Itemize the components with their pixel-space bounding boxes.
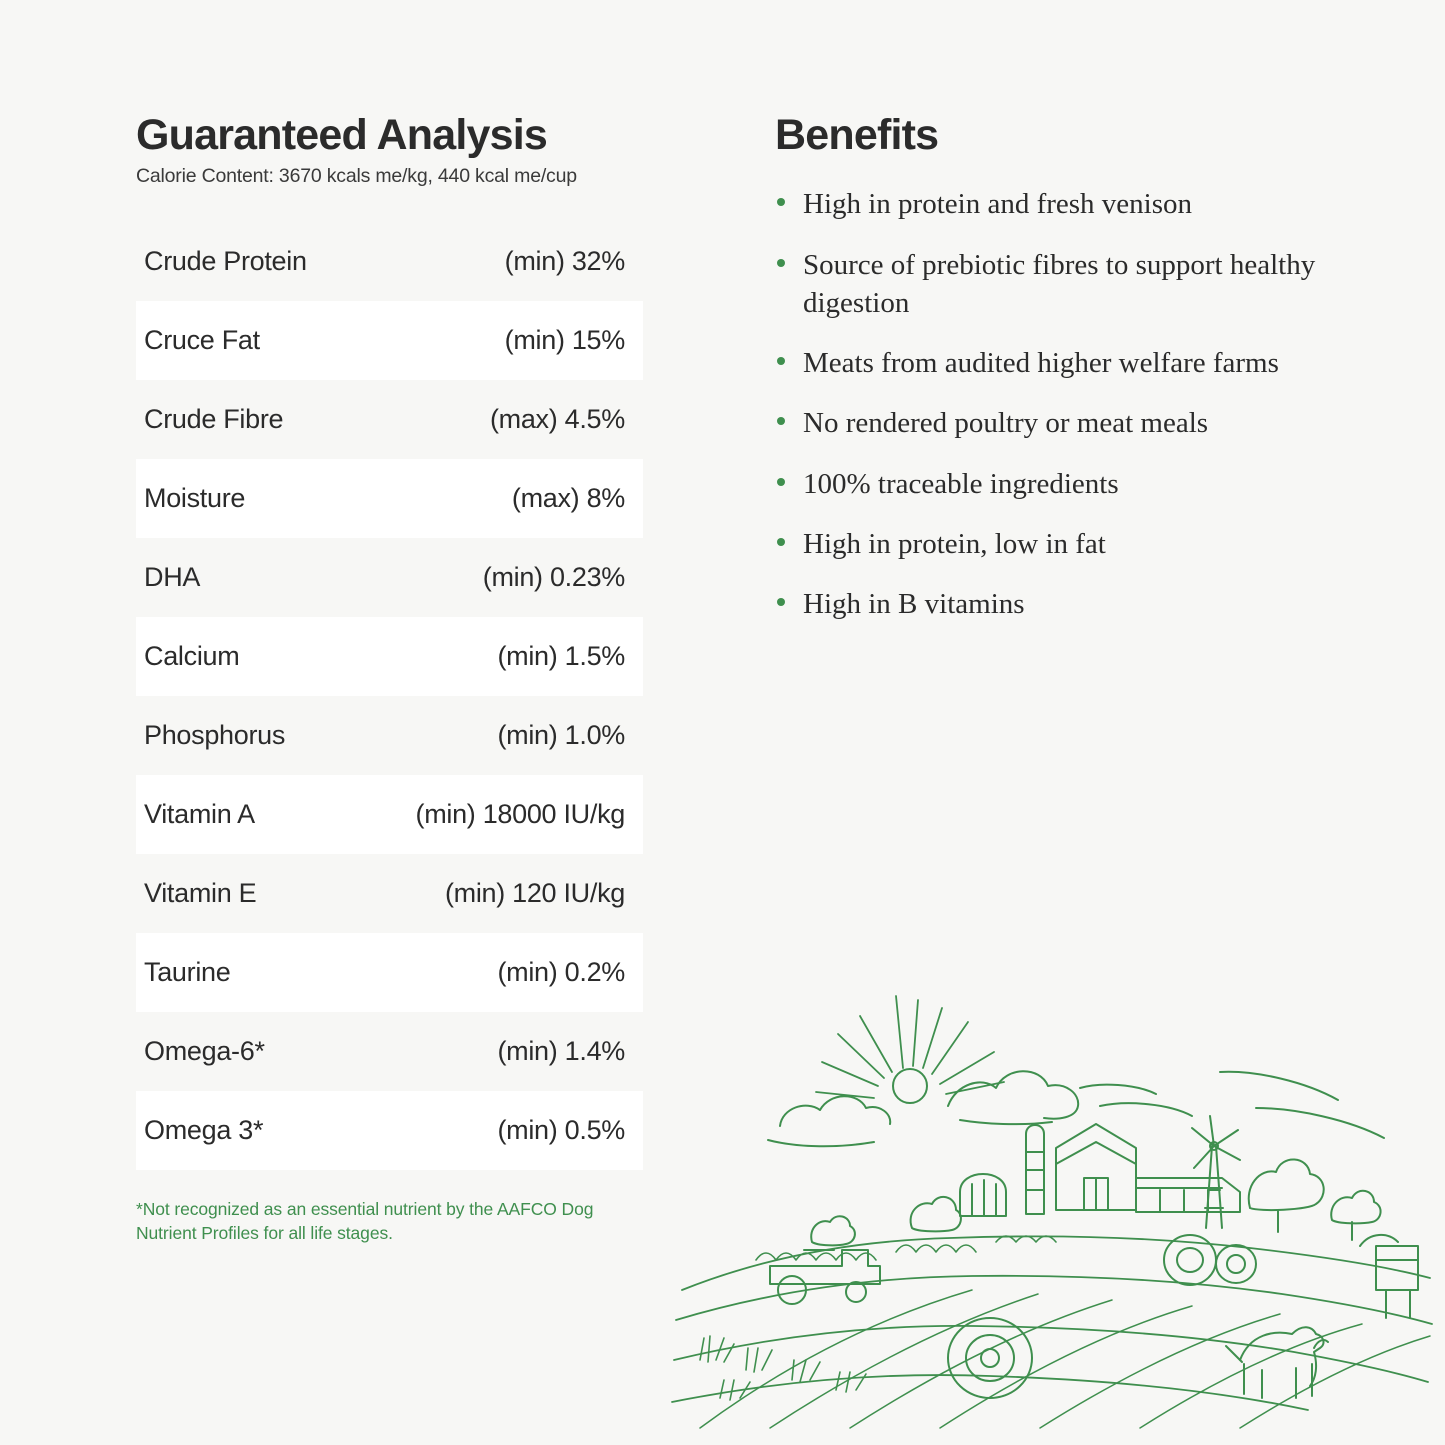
field-contours — [672, 1236, 1432, 1410]
bullet-icon — [777, 478, 785, 486]
nutrient-label: Phosphorus — [144, 720, 286, 751]
list-item — [775, 185, 1343, 223]
barn-icon — [1056, 1124, 1136, 1210]
grass-tufts — [700, 1336, 866, 1400]
list-item — [775, 525, 1343, 563]
benefit-text: 100% traceable ingredients — [803, 467, 1119, 500]
table-row — [136, 459, 643, 538]
nutrient-label: Taurine — [144, 957, 231, 988]
nutrient-label: Crude Fibre — [144, 404, 284, 435]
table-row — [136, 775, 643, 854]
nutrient-label: Calcium — [144, 641, 240, 672]
nutrient-label: Vitamin E — [144, 878, 257, 909]
benefit-text: Source of prebiotic fibres to support healthy digestion — [803, 248, 1316, 319]
benefit-text: Meats from audited higher welfare farms — [803, 347, 1279, 380]
nutrient-value: (max) 8% — [511, 483, 625, 514]
bullet-icon — [777, 357, 785, 365]
bullet-icon — [777, 259, 785, 267]
nutrient-label: Vitamin A — [144, 799, 255, 830]
sun-icon — [893, 1069, 927, 1103]
guaranteed-analysis-section — [136, 112, 646, 1246]
table-row — [136, 301, 643, 380]
benefit-text: High in B vitamins — [803, 588, 1025, 621]
nutrient-value: (min) 1.0% — [497, 720, 625, 751]
nutrient-label: Omega-6* — [144, 1036, 265, 1067]
nutrient-label: Cruce Fat — [144, 325, 260, 356]
hay-bale-icon — [948, 1235, 1256, 1398]
table-row — [136, 222, 643, 301]
silo-icon — [1026, 1125, 1044, 1214]
list-item — [775, 585, 1343, 623]
nutrient-value: (min) 0.23% — [482, 562, 625, 593]
nutrient-value: (min) 0.5% — [497, 1115, 625, 1146]
benefit-text: High in protein, low in fat — [803, 527, 1106, 560]
table-row — [136, 1012, 643, 1091]
nutrient-value: (min) 120 IU/kg — [444, 878, 625, 909]
table-row — [136, 854, 643, 933]
nutrient-value: (min) 1.5% — [497, 641, 625, 672]
farm-landscape-illustration — [660, 960, 1445, 1430]
table-row — [136, 696, 643, 775]
dog-icon — [1226, 1327, 1328, 1398]
nutrient-label: Moisture — [144, 483, 246, 514]
benefits-section — [775, 112, 1375, 645]
calorie-content-text: Calorie Content: 3670 kcals me/kg, 440 kcal me/cup — [136, 165, 577, 188]
nutrient-value: (min) 1.4% — [497, 1036, 625, 1067]
nutrient-label: DHA — [144, 562, 201, 593]
nutrient-value: (min) 0.2% — [497, 957, 625, 988]
bullet-icon — [777, 198, 785, 206]
table-row — [136, 1091, 643, 1170]
bullet-icon — [777, 598, 785, 606]
furrow-lines — [700, 1290, 1430, 1428]
benefits-list — [775, 185, 1375, 623]
list-item — [775, 246, 1343, 323]
bullet-icon — [777, 417, 785, 425]
nutrient-value: (min) 18000 IU/kg — [415, 799, 625, 830]
nutrient-value: (min) 15% — [504, 325, 625, 356]
table-row — [136, 538, 643, 617]
nutrient-value: (max) 4.5% — [489, 404, 625, 435]
table-row — [136, 617, 643, 696]
benefit-text: High in protein and fresh venison — [803, 188, 1193, 221]
nutrient-value: (min) 32% — [504, 246, 625, 277]
guaranteed-analysis-footnote: *Not recognized as an essential nutrient by the AAFCO Dog Nutrient Profiles for all life stages. — [136, 1199, 594, 1243]
table-row — [136, 380, 643, 459]
benefits-title: Benefits — [775, 111, 939, 159]
guaranteed-analysis-table — [136, 222, 643, 1170]
guaranteed-analysis-title: Guaranteed Analysis — [136, 111, 547, 159]
shed-icon — [1136, 1178, 1240, 1212]
bullet-icon — [777, 538, 785, 546]
list-item — [775, 465, 1343, 503]
benefit-text: No rendered poultry or meat meals — [803, 407, 1209, 440]
nutrient-label: Omega 3* — [144, 1115, 264, 1146]
list-item — [775, 404, 1343, 442]
fence-icon — [1360, 1235, 1418, 1318]
table-row — [136, 933, 643, 1012]
hoop-house-icon — [960, 1174, 1006, 1216]
list-item — [775, 344, 1343, 382]
nutrient-label: Crude Protein — [144, 246, 307, 277]
